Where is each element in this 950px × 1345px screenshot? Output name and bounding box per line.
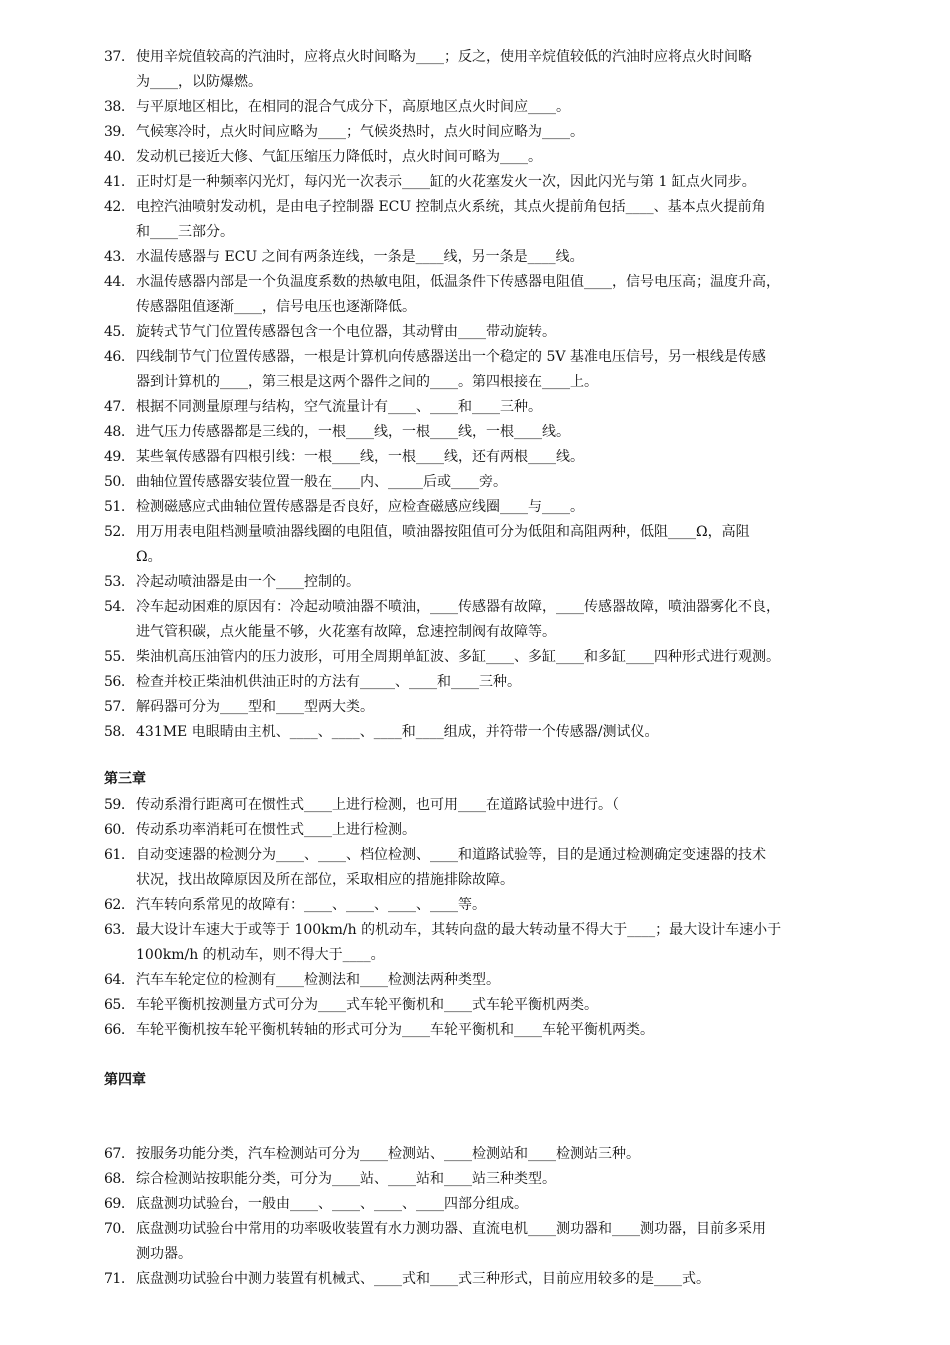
question-number: 62. xyxy=(104,897,125,913)
question-text: 柴油机高压油管内的压力波形，可用全周期单缸波、多缸____、多缸____和多缸____四种形式进行观测。 xyxy=(136,649,780,665)
question-item xyxy=(104,495,894,520)
question-text: 气候寒冷时，点火时间应略为____；气候炎热时，点火时间应略为____。 xyxy=(136,124,584,140)
question-item xyxy=(104,470,894,495)
question-item xyxy=(104,45,894,70)
question-item xyxy=(104,570,894,595)
question-item xyxy=(104,893,894,918)
question-text-continuation: Ω。 xyxy=(136,549,162,565)
question-number: 51. xyxy=(104,499,125,515)
question-number: 50. xyxy=(104,474,125,490)
question-text: 与平原地区相比，在相同的混合气成分下，高原地区点火时间应____。 xyxy=(136,99,570,115)
question-number: 53. xyxy=(104,574,125,590)
question-number: 48. xyxy=(104,424,125,440)
question-text: 检测磁感应式曲轴位置传感器是否良好，应检查磁感应线圈____与____。 xyxy=(136,499,584,515)
question-number: 61. xyxy=(104,847,125,863)
question-item xyxy=(104,170,894,195)
question-item xyxy=(104,818,894,843)
question-text: 解码器可分为____型和____型两大类。 xyxy=(136,699,374,715)
question-number: 40. xyxy=(104,149,125,165)
question-text: 431ME 电眼睛由主机、____、____、____和____组成，并符带一个传感器/测试仪。 xyxy=(136,724,659,740)
question-item xyxy=(104,918,894,943)
question-text: 四线制节气门位置传感器，一根是计算机向传感器送出一个稳定的 5V 基准电压信号，另一根线是传感 xyxy=(136,349,766,365)
question-text: 使用辛烷值较高的汽油时，应将点火时间略为____；反之，使用辛烷值较低的汽油时应将点火时间略 xyxy=(136,49,752,65)
question-item xyxy=(104,245,894,270)
question-text: 最大设计车速大于或等于 100km/h 的机动车，其转向盘的最大转动量不得大于____；最大设计车速小于 xyxy=(136,922,782,938)
question-item xyxy=(104,520,894,545)
question-number: 37. xyxy=(104,49,125,65)
question-item xyxy=(104,670,894,695)
question-number: 45. xyxy=(104,324,125,340)
question-text: 底盘测功试验台中测力装置有机械式、____式和____式三种形式，目前应用较多的是____式。 xyxy=(136,1271,710,1287)
chapter-3-heading: 第三章 xyxy=(104,771,146,787)
question-number: 38. xyxy=(104,99,125,115)
question-item xyxy=(104,1267,894,1292)
question-item xyxy=(104,1142,894,1167)
question-item xyxy=(104,993,894,1018)
question-item xyxy=(104,1217,894,1242)
question-text: 汽车车轮定位的检测有____检测法和____检测法两种类型。 xyxy=(136,972,500,988)
question-text: 正时灯是一种频率闪光灯，每闪光一次表示____缸的火花塞发火一次，因此闪光与第 1 缸点火同步。 xyxy=(136,174,756,190)
question-text: 发动机已接近大修、气缸压缩压力降低时，点火时间可略为____。 xyxy=(136,149,542,165)
question-number: 60. xyxy=(104,822,125,838)
question-number: 58. xyxy=(104,724,125,740)
question-text: 综合检测站按职能分类，可分为____站、____站和____站三种类型。 xyxy=(136,1171,556,1187)
question-text-continuation: 状况，找出故障原因及所在部位，采取相应的措施排除故障。 xyxy=(136,872,514,888)
question-item xyxy=(104,95,894,120)
question-text-continuation: 进气管积碳，点火能量不够，火花塞有故障，怠速控制阀有故障等。 xyxy=(136,624,556,640)
question-text: 汽车转向系常见的故障有：____、____、____、____等。 xyxy=(136,897,486,913)
question-text: 某些氧传感器有四根引线：一根____线，一根____线，还有两根____线。 xyxy=(136,449,584,465)
question-item xyxy=(104,1167,894,1192)
question-number: 55. xyxy=(104,649,125,665)
question-text: 水温传感器与 ECU 之间有两条连线，一条是____线，另一条是____线。 xyxy=(136,249,584,265)
question-item xyxy=(104,445,894,470)
question-item xyxy=(104,645,894,670)
question-number: 47. xyxy=(104,399,125,415)
question-text-continuation: 器到计算机的____，第三根是这两个器件之间的____。第四根接在____上。 xyxy=(136,374,598,390)
question-item xyxy=(104,145,894,170)
question-text: 根据不同测量原理与结构，空气流量计有____、____和____三种。 xyxy=(136,399,542,415)
question-item xyxy=(104,320,894,345)
question-item xyxy=(104,1192,894,1217)
question-number: 52. xyxy=(104,524,125,540)
question-text: 按服务功能分类，汽车检测站可分为____检测站、____检测站和____检测站三种。 xyxy=(136,1146,640,1162)
question-number: 68. xyxy=(104,1171,125,1187)
question-text: 底盘测功试验台，一般由____、____、____、____四部分组成。 xyxy=(136,1196,528,1212)
question-number: 54. xyxy=(104,599,125,615)
question-item xyxy=(104,720,894,745)
question-number: 67. xyxy=(104,1146,125,1162)
question-item xyxy=(104,195,894,220)
question-text-continuation: 测功器。 xyxy=(136,1246,192,1262)
question-number: 69. xyxy=(104,1196,125,1212)
question-text: 曲轴位置传感器安装位置一般在____内、_____后或____旁。 xyxy=(136,474,507,490)
question-number: 59. xyxy=(104,797,125,813)
question-text: 冷起动喷油器是由一个____控制的。 xyxy=(136,574,360,590)
question-item xyxy=(104,695,894,720)
question-text: 电控汽油喷射发动机，是由电子控制器 ECU 控制点火系统，其点火提前角包括____、基本点火提前角 xyxy=(136,199,766,215)
question-item xyxy=(104,345,894,370)
question-text: 旋转式节气门位置传感器包含一个电位器，其动臂由____带动旋转。 xyxy=(136,324,556,340)
question-item xyxy=(104,395,894,420)
question-item xyxy=(104,420,894,445)
question-text: 自动变速器的检测分为____、____、档位检测、____和道路试验等，目的是通过检测确定变速器的技术 xyxy=(136,847,766,863)
question-text-continuation: 100km/h 的机动车，则不得大于____。 xyxy=(136,947,385,963)
question-number: 46. xyxy=(104,349,125,365)
question-number: 44. xyxy=(104,274,125,290)
question-number: 41. xyxy=(104,174,125,190)
question-number: 66. xyxy=(104,1022,125,1038)
question-number: 42. xyxy=(104,199,125,215)
question-number: 56. xyxy=(104,674,125,690)
chapter-4-heading: 第四章 xyxy=(104,1072,146,1088)
question-number: 63. xyxy=(104,922,125,938)
question-text: 传动系功率消耗可在惯性式____上进行检测。 xyxy=(136,822,416,838)
question-item xyxy=(104,595,894,620)
question-number: 71. xyxy=(104,1271,125,1287)
question-item xyxy=(104,793,894,818)
question-item xyxy=(104,270,894,295)
question-text: 用万用表电阻档测量喷油器线圈的电阻值，喷油器按阻值可分为低阻和高阻两种，低阻____Ω，高阻 xyxy=(136,524,750,540)
question-item xyxy=(104,120,894,145)
question-text-continuation: 传感器阻值逐渐____，信号电压也逐渐降低。 xyxy=(136,299,416,315)
question-text: 车轮平衡机按测量方式可分为____式车轮平衡机和____式车轮平衡机两类。 xyxy=(136,997,598,1013)
question-text: 底盘测功试验台中常用的功率吸收装置有水力测功器、直流电机____测功器和____测功器，目前多采用 xyxy=(136,1221,766,1237)
question-text: 传动系滑行距离可在惯性式____上进行检测，也可用____在道路试验中进行。（ xyxy=(136,797,619,813)
question-text-continuation: 为____，以防爆燃。 xyxy=(136,74,262,90)
question-text-continuation: 和____三部分。 xyxy=(136,224,234,240)
question-number: 65. xyxy=(104,997,125,1013)
question-item xyxy=(104,1018,894,1043)
question-number: 70. xyxy=(104,1221,125,1237)
question-text: 水温传感器内部是一个负温度系数的热敏电阻，低温条件下传感器电阻值____，信号电压高；温度升高， xyxy=(136,274,780,290)
question-item xyxy=(104,843,894,868)
question-number: 49. xyxy=(104,449,125,465)
question-text: 检查并校正柴油机供油正时的方法有_____、____和____三种。 xyxy=(136,674,521,690)
question-number: 64. xyxy=(104,972,125,988)
question-number: 39. xyxy=(104,124,125,140)
question-item xyxy=(104,968,894,993)
question-text: 车轮平衡机按车轮平衡机转轴的形式可分为____车轮平衡机和____车轮平衡机两类。 xyxy=(136,1022,654,1038)
question-number: 43. xyxy=(104,249,125,265)
question-number: 57. xyxy=(104,699,125,715)
question-text: 进气压力传感器都是三线的，一根____线，一根____线，一根____线。 xyxy=(136,424,570,440)
question-text: 冷车起动困难的原因有：冷起动喷油器不喷油，____传感器有故障，____传感器故障，喷油器雾化不良， xyxy=(136,599,780,615)
